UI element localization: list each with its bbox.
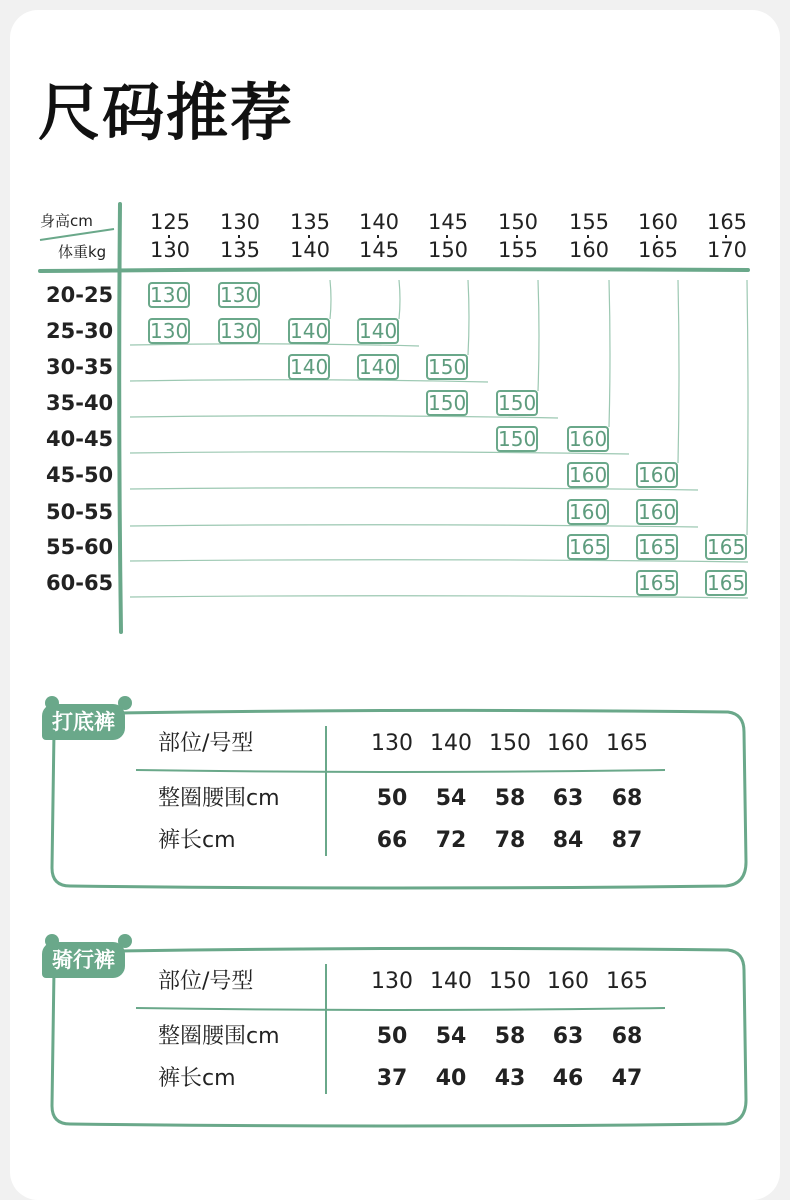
- size-chip: 150: [428, 391, 467, 415]
- size-chip: 165: [569, 535, 608, 559]
- table-value: 37: [376, 1066, 408, 1091]
- table-value: 50: [376, 786, 408, 811]
- size-chip: 165: [707, 571, 746, 595]
- height-range-bottom: 155: [497, 238, 539, 262]
- table-tag: 骑行裤: [42, 942, 125, 978]
- table-size-header: 140: [430, 969, 472, 994]
- table-size-header: 165: [606, 731, 648, 756]
- height-range-bottom: 135: [219, 238, 261, 262]
- table-value: 40: [435, 1066, 467, 1091]
- table-value: 66: [376, 828, 408, 853]
- size-chip: 130: [150, 283, 189, 307]
- table-value: 78: [494, 828, 526, 853]
- height-range-bottom: 130: [149, 238, 191, 262]
- weight-range-label: 45-50: [46, 463, 114, 487]
- height-range-bottom: 145: [358, 238, 400, 262]
- table-size-header: 130: [371, 731, 413, 756]
- height-range-bottom: 165: [637, 238, 679, 262]
- table-value: 63: [552, 786, 584, 811]
- table-value: 43: [494, 1066, 526, 1091]
- size-chip: 165: [638, 535, 677, 559]
- height-range-top: 150: [497, 210, 539, 234]
- table-header-label: 部位/号型: [158, 969, 254, 994]
- table-header-label: 部位/号型: [158, 731, 254, 756]
- size-chip: 140: [359, 355, 398, 379]
- height-range-top: 145: [427, 210, 469, 234]
- height-range-top: 130: [219, 210, 261, 234]
- table-value: 63: [552, 1024, 584, 1049]
- size-chip: 165: [707, 535, 746, 559]
- size-chip: 160: [569, 427, 608, 451]
- table-header-divider: [136, 1008, 665, 1010]
- height-range-bottom: 170: [706, 238, 748, 262]
- size-chip: 140: [290, 319, 329, 343]
- height-range-bottom: 150: [427, 238, 469, 262]
- weight-range-label: 20-25: [46, 283, 114, 307]
- table-value: 58: [494, 1024, 526, 1049]
- table-value: 68: [611, 1024, 643, 1049]
- table-size-header: 140: [430, 731, 472, 756]
- table-size-header: 150: [489, 969, 531, 994]
- size-chip: 150: [498, 391, 537, 415]
- size-chip: 160: [638, 463, 677, 487]
- height-range-top: 160: [637, 210, 679, 234]
- size-chip: 140: [359, 319, 398, 343]
- size-chip: 165: [638, 571, 677, 595]
- table-value: 54: [435, 786, 467, 811]
- weight-range-label: 25-30: [46, 319, 114, 343]
- size-chip: 140: [290, 355, 329, 379]
- table-row-label: 整圈腰围cm: [158, 1024, 280, 1049]
- table-size-header: 165: [606, 969, 648, 994]
- height-range-bottom: 160: [568, 238, 610, 262]
- height-range-top: 140: [358, 210, 400, 234]
- table-value: 47: [611, 1066, 643, 1091]
- table-value: 72: [435, 828, 467, 853]
- weight-axis-label: 体重kg: [58, 243, 107, 261]
- size-chip: 160: [569, 463, 608, 487]
- size-chip: 150: [498, 427, 537, 451]
- size-chip: 130: [220, 319, 259, 343]
- size-chip: 130: [150, 319, 189, 343]
- weight-range-label: 35-40: [46, 391, 114, 415]
- table-value: 50: [376, 1024, 408, 1049]
- size-chip: 160: [569, 500, 608, 524]
- weight-range-label: 50-55: [46, 500, 114, 524]
- height-range-top: 135: [289, 210, 331, 234]
- table-size-header: 150: [489, 731, 531, 756]
- table-row-label: 裤长cm: [158, 828, 236, 853]
- size-chip: 160: [638, 500, 677, 524]
- weight-range-label: 55-60: [46, 535, 114, 559]
- table-size-header: 160: [547, 731, 589, 756]
- table-header-divider: [136, 770, 665, 772]
- size-chip: 150: [428, 355, 467, 379]
- table-value: 54: [435, 1024, 467, 1049]
- table-value: 58: [494, 786, 526, 811]
- table-tag: 打底裤: [42, 704, 125, 740]
- table-value: 68: [611, 786, 643, 811]
- table-row-label: 裤长cm: [158, 1066, 236, 1091]
- height-axis-label: 身高cm: [40, 212, 93, 230]
- page-title: 尺码推荐: [38, 76, 295, 149]
- table-row-label: 整圈腰围cm: [158, 786, 280, 811]
- weight-range-label: 40-45: [46, 427, 114, 451]
- table-value: 84: [552, 828, 584, 853]
- height-range-top: 165: [706, 210, 748, 234]
- weight-range-label: 30-35: [46, 355, 114, 379]
- size-chip: 130: [220, 283, 259, 307]
- table-size-header: 160: [547, 969, 589, 994]
- weight-range-label: 60-65: [46, 571, 114, 595]
- height-range-top: 125: [149, 210, 191, 234]
- height-range-top: 155: [568, 210, 610, 234]
- height-range-bottom: 140: [289, 238, 331, 262]
- table-value: 46: [552, 1066, 584, 1091]
- table-size-header: 130: [371, 969, 413, 994]
- table-value: 87: [611, 828, 643, 853]
